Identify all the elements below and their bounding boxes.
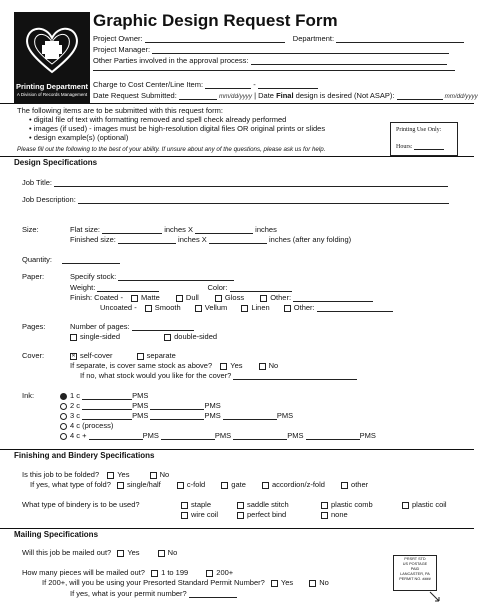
department-field[interactable]: [336, 34, 464, 43]
ink-row-2c[interactable]: 2 c PMS PMS: [60, 401, 221, 410]
cover-same-no[interactable]: No: [259, 361, 279, 370]
fold-single-half[interactable]: single/half: [117, 480, 161, 489]
weight-color-row: Weight: Color:: [70, 283, 292, 292]
finish-coated-row: Finish: Coated - Matte Dull Gloss Other:: [70, 293, 373, 302]
bindery-perfect-bind[interactable]: perfect bind: [237, 510, 286, 519]
other-parties-row: Other Parties involved in the approval process:: [93, 56, 447, 65]
flat-width-field[interactable]: [102, 225, 162, 234]
charge-row: Charge to Cost Center/Line Item: -: [93, 80, 318, 89]
bindery-plastic-coil[interactable]: plastic coil: [402, 500, 447, 509]
job-title-row: Job Title:: [22, 178, 448, 187]
line-item-field[interactable]: [258, 80, 318, 89]
cover-label: Cover:: [22, 351, 45, 360]
ink-row-4c-plus[interactable]: 4 c + PMS PMS PMS PMS: [60, 431, 376, 440]
bindery-saddle-stitch[interactable]: saddle stitch: [237, 500, 289, 509]
pointer-arrow-icon: [428, 590, 444, 606]
finished-width-field[interactable]: [118, 235, 176, 244]
project-manager-row: Project Manager:: [93, 45, 449, 54]
double-sided-checkbox[interactable]: double-sided: [164, 332, 217, 341]
page-title: Graphic Design Request Form: [93, 11, 338, 30]
fold-type-row: If yes, what type of fold? single/half c-fold gate accordion/z-fold other: [30, 480, 369, 489]
permit-number-field[interactable]: [189, 589, 237, 598]
fold-question-row: Is this job to be folded? Yes No: [22, 470, 170, 479]
num-pages-row: Number of pages:: [70, 322, 194, 331]
ink-label: Ink:: [22, 391, 35, 400]
finish-other-coated-field[interactable]: [293, 293, 373, 302]
single-sided-checkbox[interactable]: single-sided: [70, 332, 120, 341]
intro-item: • images (if used) - images must be high-resolution digital files OR original prints or slides: [29, 124, 326, 133]
heart-logo-icon: [14, 12, 90, 84]
finish-dull[interactable]: Dull: [176, 293, 199, 302]
finish-linen[interactable]: Linen: [241, 303, 269, 312]
cover-stock-field[interactable]: [233, 371, 357, 380]
cost-center-field[interactable]: [205, 80, 251, 89]
pieces-row: How many pieces will be mailed out? 1 to 199 200+: [22, 568, 234, 577]
divider: [0, 103, 474, 104]
finish-matte[interactable]: Matte: [131, 293, 160, 302]
date-submitted-field[interactable]: [179, 91, 217, 100]
job-title-field[interactable]: [54, 178, 448, 187]
office-use-box: Printing Use Only: Hours:: [390, 122, 458, 156]
ink-row-1c[interactable]: 1 c PMS: [60, 391, 148, 400]
finish-other-uncoated[interactable]: Other:: [284, 303, 315, 312]
fold-accordion[interactable]: accordion/z-fold: [262, 480, 325, 489]
section-design: Design Specifications: [0, 156, 474, 169]
flat-size-row: Flat size: inches X inches: [70, 225, 277, 234]
fold-no[interactable]: No: [150, 470, 170, 479]
section-finishing: Finishing and Bindery Specifications: [0, 449, 474, 462]
project-manager-field[interactable]: [152, 45, 449, 54]
bindery-question: What type of bindery is to be used?: [22, 500, 140, 509]
finish-vellum[interactable]: Vellum: [195, 303, 228, 312]
self-cover-checkbox[interactable]: ✕ self-cover: [71, 351, 113, 360]
bindery-plastic-comb[interactable]: plastic comb: [321, 500, 373, 509]
cover-type-row: [70, 351, 176, 360]
pieces-1-199[interactable]: 1 to 199: [151, 568, 188, 577]
date-final-field[interactable]: [397, 91, 443, 100]
fold-c-fold[interactable]: c-fold: [177, 480, 205, 489]
mail-yes[interactable]: Yes: [117, 548, 139, 557]
weight-field[interactable]: [97, 283, 159, 292]
project-owner-field[interactable]: [145, 34, 285, 43]
postage-stamp: PRSRT STD US POSTAGE PAID LANCASTER, PA PERMIT NO. ####: [393, 555, 437, 591]
mail-no[interactable]: No: [158, 548, 178, 557]
permit-no[interactable]: No: [309, 578, 329, 587]
other-parties-field-2[interactable]: [93, 62, 455, 71]
fold-yes[interactable]: Yes: [107, 470, 129, 479]
ink-row-4c-process[interactable]: 4 c (process): [60, 421, 113, 430]
quantity-row: Quantity:: [22, 255, 120, 264]
logo-title: Printing Department: [15, 82, 89, 91]
fold-other[interactable]: other: [341, 480, 368, 489]
permit-yes[interactable]: Yes: [271, 578, 293, 587]
paper-label: Paper:: [22, 272, 45, 281]
fold-gate[interactable]: gate: [221, 480, 246, 489]
section-mailing: Mailing Specifications: [0, 528, 474, 541]
num-pages-field[interactable]: [132, 322, 194, 331]
ink-row-3c[interactable]: 3 c PMS PMS PMS: [60, 411, 293, 420]
stock-row: Specify stock:: [70, 272, 234, 281]
finished-size-row: Finished size: inches X inches (after any folding): [70, 235, 352, 244]
quantity-field[interactable]: [62, 255, 120, 264]
permit-number-row: If yes, what is your permit number?: [70, 589, 237, 598]
job-description-field[interactable]: [78, 195, 449, 204]
separate-cover-checkbox[interactable]: separate: [137, 351, 176, 360]
cover-same-yes[interactable]: Yes: [220, 361, 242, 370]
intro-item: • design example(s) (optional): [29, 133, 129, 142]
pieces-200-plus[interactable]: 200+: [206, 568, 233, 577]
project-owner-row: Project Owner: Department:: [93, 34, 464, 43]
finish-other-coated[interactable]: Other:: [260, 293, 291, 302]
cover-same-stock-row: If separate, is cover same stock as above? Yes No: [70, 361, 279, 370]
intro-item: • digital file of text with formatting removed and spell check already performed: [29, 115, 287, 124]
job-description-row: Job Description:: [22, 195, 449, 204]
finished-height-field[interactable]: [209, 235, 267, 244]
color-field[interactable]: [230, 283, 292, 292]
intro-lead: The following items are to be submitted with this request form:: [17, 106, 223, 115]
logo-subtitle: A Division of Records Management: [16, 92, 88, 97]
size-label: Size:: [22, 225, 39, 234]
pages-label: Pages:: [22, 322, 46, 331]
flat-height-field[interactable]: [195, 225, 253, 234]
intro-note: Please fill out the following to the best of your ability. If unsure about any of the questions, please ask us for help.: [17, 146, 326, 153]
bindery-wire-coil[interactable]: wire coil: [181, 510, 218, 519]
cover-stock-row: If no, what stock would you like for the cover?: [80, 371, 357, 380]
sided-row: [70, 332, 217, 341]
permit-question-row: If 200+, will you be using your Presorted Standard Permit Number? Yes No: [42, 578, 329, 587]
bindery-staple[interactable]: staple: [181, 500, 211, 509]
finish-gloss[interactable]: Gloss: [215, 293, 244, 302]
finish-uncoated-row: Uncoated - Smooth Vellum Linen Other:: [100, 303, 393, 312]
finish-smooth[interactable]: Smooth: [145, 303, 181, 312]
dates-row: Date Request Submitted: mm/dd/yyyy | Date Final design is desired (Not ASAP): mm/dd/yyyy: [93, 91, 478, 100]
finish-other-uncoated-field[interactable]: [317, 303, 393, 312]
bindery-none[interactable]: none: [321, 510, 348, 519]
mail-question-row: Will this job be mailed out? Yes No: [22, 548, 178, 557]
hours-field[interactable]: [414, 143, 444, 150]
stock-field[interactable]: [118, 272, 234, 281]
logo: [14, 12, 90, 104]
